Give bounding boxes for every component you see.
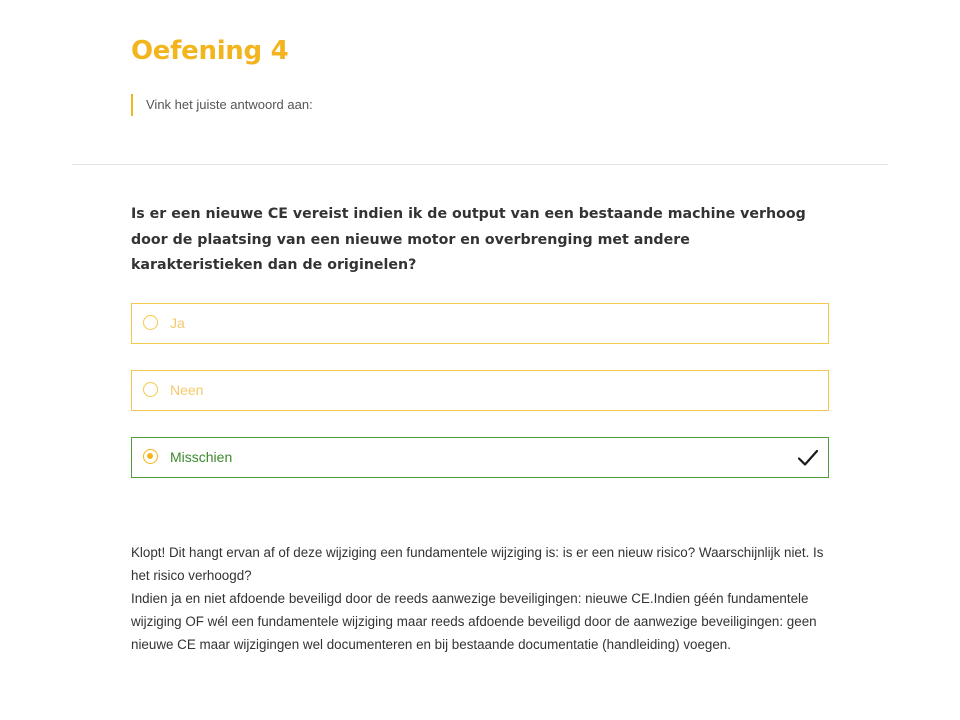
question-text: Is er een nieuwe CE vereist indien ik de output van een bestaande machine verhoog door de plaatsing van een nieuwe motor en overbrenging met andere karakteristieken dan de originelen? xyxy=(131,206,806,273)
answer-option-ja[interactable] xyxy=(131,303,829,344)
radio-icon[interactable] xyxy=(143,382,158,397)
radio-selected-icon[interactable] xyxy=(143,449,158,464)
feedback-paragraph: Klopt! Dit hangt ervan af of deze wijziging een fundamentele wijziging is: is er een nieuw risico? Waarschijnlijk niet. Is het risico verhoogd? xyxy=(131,545,824,583)
answer-option-label: Ja xyxy=(170,315,185,331)
page-title: Oefening 4 xyxy=(131,36,289,66)
answer-option-misschien[interactable] xyxy=(131,437,829,478)
answer-option-label: Neen xyxy=(170,382,204,398)
answer-option-label: Misschien xyxy=(170,449,233,465)
feedback-paragraph: Indien ja en niet afdoende beveiligd door de reeds aanwezige beveiligingen: nieuwe CE.Indien géén fundamentele wijziging OF wél een fundamentele wijziging maar reeds afdoende beveiligd door de aanwezige beveiligingen: geen nieuwe CE maar wijzigingen wel documenteren en bij bestaande documentatie (handleiding) voegen. xyxy=(131,591,817,652)
answer-option-neen[interactable] xyxy=(131,370,829,411)
radio-icon[interactable] xyxy=(143,315,158,330)
feedback-text xyxy=(131,541,831,656)
instruction-text: Vink het juiste antwoord aan: xyxy=(131,94,313,116)
checkmark-icon xyxy=(797,448,819,468)
divider xyxy=(72,164,888,165)
